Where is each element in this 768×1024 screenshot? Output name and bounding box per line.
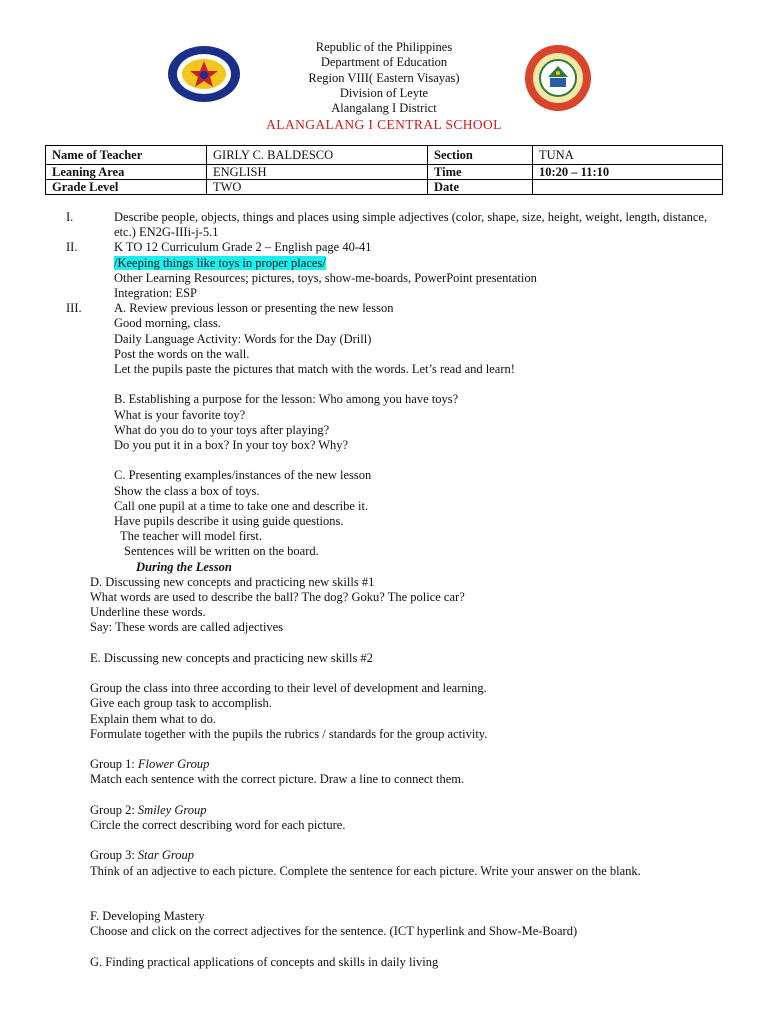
spacer xyxy=(0,377,768,392)
procedure-line: What do you do to your toys after playing? xyxy=(114,422,330,437)
label-cell: Leaning Area xyxy=(46,165,207,180)
label-cell: Grade Level xyxy=(46,180,207,195)
group-name: Smiley Group xyxy=(137,802,207,817)
procedure-line: Daily Language Activity: Words for the Day (Drill) xyxy=(114,331,372,346)
group-1-heading xyxy=(0,757,768,772)
procedure-line: Post the words on the wall. xyxy=(114,346,250,361)
discussion-line: Say: These words are called adjectives xyxy=(90,620,284,635)
value-cell: 10:20 – 11:10 xyxy=(533,165,723,180)
group-label: Group 1: xyxy=(90,757,138,772)
during-lesson-heading: During the Lesson xyxy=(136,559,232,574)
highlighted-text: /Keeping things like toys in proper places/ xyxy=(114,255,326,270)
header-line: Republic of the Philippines xyxy=(315,40,453,54)
discussion-line: What words are used to describe the ball? The dog? Goku? The police car? xyxy=(90,590,465,605)
group-3-task: Think of an adjective to each picture. Complete the sentence for each picture. Write your answer on the blank. xyxy=(90,863,641,878)
section-objectives xyxy=(0,210,768,240)
spacer xyxy=(0,879,768,894)
label-cell: Section xyxy=(428,146,533,165)
section-number: II. xyxy=(66,240,78,255)
spacer xyxy=(0,894,768,909)
group-1-task: Match each sentence with the correct picture. Draw a line to connect them. xyxy=(90,772,465,787)
procedure-line: C. Presenting examples/instances of the new lesson xyxy=(114,468,372,483)
group-3-heading xyxy=(0,848,768,863)
value-cell xyxy=(533,180,723,195)
group-label: Group 2: xyxy=(90,802,138,817)
group-2-task: Circle the correct describing word for each picture. xyxy=(90,818,346,833)
procedure-line: Show the class a box of toys. xyxy=(114,483,260,498)
spacer xyxy=(0,788,768,803)
procedure-line: Sentences will be written on the board. xyxy=(124,544,319,559)
header-line: Region VIII( Eastern Visayas) xyxy=(308,70,460,85)
group-2-heading xyxy=(0,803,768,818)
table-row xyxy=(46,180,723,195)
application-heading: G. Finding practical applications of concepts and skills in daily living xyxy=(90,954,439,969)
objective-text: Describe people, objects, things and places using simple adjectives (color, shape, size, height, weight, length, distance, etc.) EN2G-IIIi-j-5.1 xyxy=(114,210,708,240)
content-line: Other Learning Resources; pictures, toys, show-me-boards, PowerPoint presentation xyxy=(114,270,537,285)
table-row xyxy=(46,146,723,165)
procedure-line: B. Establishing a purpose for the lesson: Who among you have toys? xyxy=(114,392,459,407)
mastery-heading: F. Developing Mastery xyxy=(90,909,205,924)
spacer xyxy=(0,666,768,681)
procedure-line: Have pupils describe it using guide questions. xyxy=(114,514,344,529)
spacer xyxy=(0,636,768,651)
header-line: Alangalang I District xyxy=(331,101,437,116)
section-content xyxy=(0,240,768,301)
section-procedure xyxy=(0,301,768,575)
value-cell: ENGLISH xyxy=(207,165,428,180)
content-line-highlighted xyxy=(0,256,768,271)
lesson-plan-body xyxy=(0,210,768,970)
letterhead xyxy=(0,40,768,133)
label-cell: Date xyxy=(428,180,533,195)
header-line: Department of Education xyxy=(320,55,448,70)
discussion-line: Explain them what to do. xyxy=(90,711,217,726)
section-number: III. xyxy=(66,301,82,316)
label-cell: Name of Teacher xyxy=(46,146,207,165)
discussion-line: Give each group task to accomplish. xyxy=(90,696,272,711)
discussion-line: D. Discussing new concepts and practicing new skills #1 xyxy=(90,574,375,589)
spacer xyxy=(0,453,768,468)
value-cell: TUNA xyxy=(533,146,723,165)
header-line: Division of Leyte xyxy=(339,85,429,100)
procedure-line: The teacher will model first. xyxy=(120,529,262,544)
group-name: Flower Group xyxy=(137,757,210,772)
value-cell: TWO xyxy=(207,180,428,195)
discussion-line: Group the class into three according to their level of development and learning. xyxy=(90,681,487,696)
group-name: Star Group xyxy=(137,848,195,863)
procedure-line: Do you put it in a box? In your toy box? Why? xyxy=(114,438,349,453)
value-cell: GIRLY C. BALDESCO xyxy=(207,146,428,165)
procedure-line: A. Review previous lesson or presenting the new lesson xyxy=(114,301,394,316)
procedure-line: Call one pupil at a time to take one and describe it. xyxy=(114,498,369,513)
section-number: I. xyxy=(66,210,74,224)
mastery-task: Choose and click on the correct adjectives for the sentence. (ICT hyperlink and Show-Me-Board) xyxy=(90,924,578,939)
teacher-info-table xyxy=(45,145,723,195)
discussion-line: Formulate together with the pupils the rubrics / standards for the group activity. xyxy=(90,726,488,741)
discussion-heading: E. Discussing new concepts and practicing new skills #2 xyxy=(90,650,373,665)
discussion-line: Underline these words. xyxy=(90,605,206,620)
procedure-line: Let the pupils paste the pictures that match with the words. Let’s read and learn! xyxy=(114,362,515,377)
table-row xyxy=(46,165,723,180)
procedure-line: Good morning, class. xyxy=(114,316,221,331)
content-line: K TO 12 Curriculum Grade 2 – English page 40-41 xyxy=(114,240,372,255)
spacer xyxy=(0,833,768,848)
spacer xyxy=(0,742,768,757)
label-cell: Time xyxy=(428,165,533,180)
procedure-line: What is your favorite toy? xyxy=(114,407,246,422)
school-title: ALANGALANG I CENTRAL SCHOOL xyxy=(266,117,502,133)
spacer xyxy=(0,940,768,955)
content-line: Integration: ESP xyxy=(114,286,197,301)
group-label: Group 3: xyxy=(90,848,138,863)
